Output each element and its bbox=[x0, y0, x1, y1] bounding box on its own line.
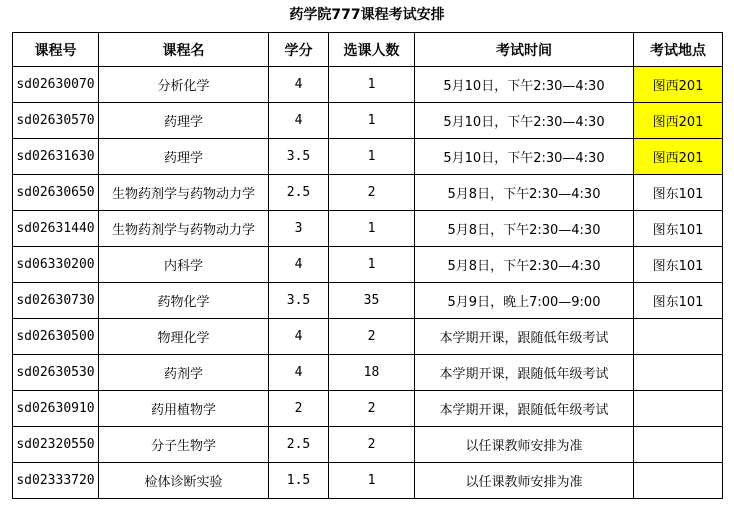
exam-time-cell: 5月9日，晚上7:00—9:00 bbox=[415, 283, 634, 319]
credit-cell: 3 bbox=[269, 211, 329, 247]
credit-cell: 1.5 bbox=[269, 463, 329, 499]
enrollment-cell: 1 bbox=[329, 463, 415, 499]
table-row bbox=[13, 247, 723, 283]
exam-time-cell: 本学期开课，跟随低年级考试 bbox=[415, 355, 634, 391]
column-header-enrollment: 选课人数 bbox=[329, 33, 415, 67]
credit-cell: 2.5 bbox=[269, 175, 329, 211]
exam-time-cell: 5月8日，下午2:30—4:30 bbox=[415, 211, 634, 247]
exam-place-cell bbox=[634, 319, 723, 355]
page-title: 药学院777课程考试安排 bbox=[289, 7, 445, 23]
credit-cell: 4 bbox=[269, 319, 329, 355]
table-row bbox=[13, 175, 723, 211]
exam-schedule-table bbox=[12, 32, 723, 499]
exam-place-cell: 图东101 bbox=[634, 247, 723, 283]
table-row bbox=[13, 319, 723, 355]
course-name-cell: 药剂学 bbox=[99, 355, 269, 391]
table-row bbox=[13, 355, 723, 391]
column-header-course-name: 课程名 bbox=[99, 33, 269, 67]
course-name-cell: 药用植物学 bbox=[99, 391, 269, 427]
course-name-cell: 生物药剂学与药物动力学 bbox=[99, 175, 269, 211]
credit-cell: 4 bbox=[269, 247, 329, 283]
table-row bbox=[13, 463, 723, 499]
course-name-cell: 检体诊断实验 bbox=[99, 463, 269, 499]
exam-place-cell: 图西201 bbox=[634, 67, 723, 103]
exam-time-cell: 5月8日，下午2:30—4:30 bbox=[415, 247, 634, 283]
course-code-cell: sd02630650 bbox=[13, 175, 99, 211]
enrollment-cell: 1 bbox=[329, 211, 415, 247]
header-row bbox=[13, 33, 723, 67]
course-name-cell: 药理学 bbox=[99, 103, 269, 139]
enrollment-cell: 1 bbox=[329, 67, 415, 103]
course-code-cell: sd02631630 bbox=[13, 139, 99, 175]
table-row bbox=[13, 103, 723, 139]
credit-cell: 3.5 bbox=[269, 283, 329, 319]
course-code-cell: sd02630570 bbox=[13, 103, 99, 139]
enrollment-cell: 2 bbox=[329, 175, 415, 211]
enrollment-cell: 2 bbox=[329, 427, 415, 463]
credit-cell: 4 bbox=[269, 103, 329, 139]
course-code-cell: sd06330200 bbox=[13, 247, 99, 283]
exam-time-cell: 5月10日，下午2:30—4:30 bbox=[415, 103, 634, 139]
credit-cell: 4 bbox=[269, 355, 329, 391]
exam-place-cell: 图西201 bbox=[634, 103, 723, 139]
exam-place-cell: 图西201 bbox=[634, 139, 723, 175]
table-row bbox=[13, 139, 723, 175]
exam-time-cell: 5月10日，下午2:30—4:30 bbox=[415, 139, 634, 175]
exam-time-cell: 5月8日，下午2:30—4:30 bbox=[415, 175, 634, 211]
exam-time-cell: 以任课教师安排为准 bbox=[415, 427, 634, 463]
credit-cell: 2 bbox=[269, 391, 329, 427]
table-body bbox=[13, 67, 723, 499]
credit-cell: 2.5 bbox=[269, 427, 329, 463]
table-row bbox=[13, 283, 723, 319]
course-name-cell: 分子生物学 bbox=[99, 427, 269, 463]
exam-place-cell bbox=[634, 355, 723, 391]
exam-time-cell: 5月10日，下午2:30—4:30 bbox=[415, 67, 634, 103]
table-row bbox=[13, 391, 723, 427]
course-name-cell: 物理化学 bbox=[99, 319, 269, 355]
course-name-cell: 药理学 bbox=[99, 139, 269, 175]
enrollment-cell: 2 bbox=[329, 319, 415, 355]
table-row bbox=[13, 67, 723, 103]
exam-place-cell bbox=[634, 463, 723, 499]
column-header-credit: 学分 bbox=[269, 33, 329, 67]
course-code-cell: sd02630910 bbox=[13, 391, 99, 427]
exam-place-cell: 图东101 bbox=[634, 283, 723, 319]
course-code-cell: sd02630070 bbox=[13, 67, 99, 103]
table-row bbox=[13, 211, 723, 247]
enrollment-cell: 2 bbox=[329, 391, 415, 427]
enrollment-cell: 1 bbox=[329, 247, 415, 283]
enrollment-cell: 1 bbox=[329, 139, 415, 175]
enrollment-cell: 35 bbox=[329, 283, 415, 319]
exam-time-cell: 本学期开课，跟随低年级考试 bbox=[415, 319, 634, 355]
course-code-cell: sd02631440 bbox=[13, 211, 99, 247]
enrollment-cell: 18 bbox=[329, 355, 415, 391]
course-name-cell: 内科学 bbox=[99, 247, 269, 283]
course-code-cell: sd02630730 bbox=[13, 283, 99, 319]
column-header-exam-time: 考试时间 bbox=[415, 33, 634, 67]
credit-cell: 4 bbox=[269, 67, 329, 103]
enrollment-cell: 1 bbox=[329, 103, 415, 139]
course-code-cell: sd02630530 bbox=[13, 355, 99, 391]
exam-place-cell: 图东101 bbox=[634, 211, 723, 247]
exam-time-cell: 以任课教师安排为准 bbox=[415, 463, 634, 499]
column-header-course-code: 课程号 bbox=[13, 33, 99, 67]
course-code-cell: sd02320550 bbox=[13, 427, 99, 463]
exam-place-cell bbox=[634, 391, 723, 427]
course-name-cell: 生物药剂学与药物动力学 bbox=[99, 211, 269, 247]
exam-place-cell bbox=[634, 427, 723, 463]
credit-cell: 3.5 bbox=[269, 139, 329, 175]
course-name-cell: 药物化学 bbox=[99, 283, 269, 319]
table-row bbox=[13, 427, 723, 463]
exam-time-cell: 本学期开课，跟随低年级考试 bbox=[415, 391, 634, 427]
column-header-exam-place: 考试地点 bbox=[634, 33, 723, 67]
course-code-cell: sd02333720 bbox=[13, 463, 99, 499]
course-name-cell: 分析化学 bbox=[99, 67, 269, 103]
course-code-cell: sd02630500 bbox=[13, 319, 99, 355]
exam-place-cell: 图东101 bbox=[634, 175, 723, 211]
